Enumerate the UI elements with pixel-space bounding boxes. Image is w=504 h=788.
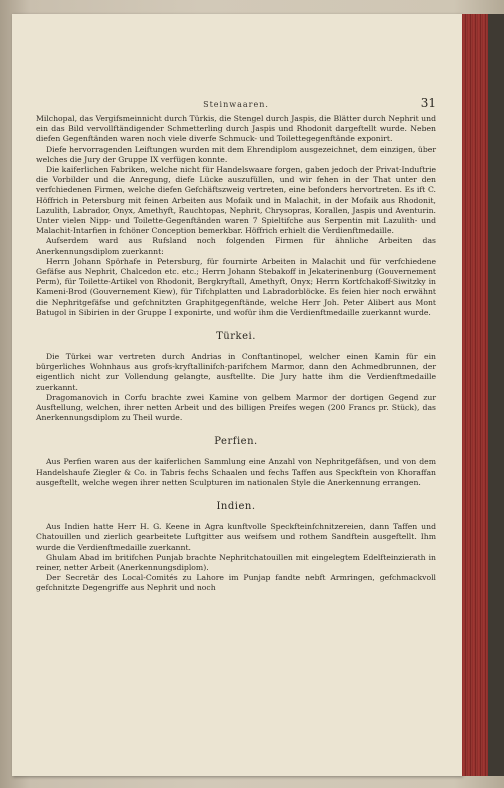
paragraph: Herrn Johann Spörhafe in Petersburg, für fournirte Arbeiten in Malachit und für verfchiedene Gefäfse aus Nephrit, Chalcedon etc. etc.; Herrn Johann Stebakoff in Jekaterinenburg (Gouvernement Perm), für Toilette-Artikel von Rhodonit, Bergkryftall, Amethyft, Onyx; Herrn Kortfchakoff-Siwitzky in Kameni-Brod (Gouvernement Kiew), für Tifchplatten und Labradorblöcke. Es feien hier noch erwähnt die Nephritgefäfse und gefchnitzten Graphitgegenftände, welche Herr Joh. Peter Alibert aus Mont Batugol in Sibirien in der Gruppe I exponirte, und wofür ihm die Verdienftmedaille zuerkannt wurde.: [36, 256, 436, 317]
book-cover-edge: [488, 14, 504, 776]
section-title-persien: Perfien.: [214, 436, 258, 448]
paragraph: Die kaiferlichen Fabriken, welche nicht für Handelswaare forgen, gaben jedoch der Privat-Induftrie die Vorbilder und die Anregung, diefe Lücke auszufüllen, und wir fehen in der That unter den verfchiedenen Firmen, welche diefen Gefchäftszweig vertreten, eine befonders hervortreten. Es ift C. Höffrich in Petersburg mit feinen Arbeiten aus Mofaik und in Malachit, in der Mofaik aus Rhodonit, Lazulith, Labrador, Onyx, Amethyft, Rauchtopas, Nephrit, Chrysopras, Korallen, Jaspis und Aventurin. Unter vielen Nipp- und Toilette-Gegenftänden waren 7 Spieltifche aus Serpentin mit Lazulith- und Malachit-Intarfien in fchöner Conception bemerkbar. Höffrich erhielt die Verdienftmedaille.: [36, 165, 436, 236]
section-gap: [36, 488, 436, 496]
page-content: [36, 114, 436, 594]
section-title-indien: Indien.: [216, 501, 256, 513]
paragraph: Aus Perfien waren aus der kaiferlichen Sammlung eine Anzahl von Nephritgefäfsen, und von dem Handelshaufe Ziegler & Co. in Tabris fechs Schaalen und fechs Taffen aus Speckftein von Khoraffan ausgeftellt, welche wegen ihrer netten Sculpturen im nationalen Style die Anerkennung errangen.: [36, 457, 436, 487]
paragraph: Ghulam Abad im britifchen Punjab brachte Nephritchatouillen mit eingelegtem Edelfteinzierath in reiner, netter Arbeit (Anerkennungsdiplom).: [36, 552, 436, 572]
paragraph: Aufserdem ward aus Rufsland noch folgenden Firmen für ähnliche Arbeiten das Anerkennungsdiplom zuerkannt:: [36, 236, 436, 256]
page-number: 31: [420, 96, 436, 110]
paragraph: Milchopal, das Vergifsmeinnicht durch Türkis, die Stengel durch Jaspis, die Blätter durch Nephrit und ein das Bild vervollftändigender Schmetterling durch Jaspis und Rhodonit dargeftellt wurde. Neben diefen Gegenftänden waren noch viele diverfe Schmuck- und Toilettegegenftände exponirt.: [36, 114, 436, 144]
paragraph: Die Türkei war vertreten durch Andrias in Conftantinopel, welcher einen Kamin für ein bürgerliches Wohnhaus aus grofs-kryftallinifch-parifchem Marmor, dann den Achmedbrunnen, der eigentlich nicht zur Vollendung gelangte, ausftellte. Die Jury hatte ihm die Verdienftmedaille zuerkannt.: [36, 352, 436, 392]
paragraph: Aus Indien hatte Herr H. G. Keene in Agra kunftvolle Speckfteinfchnitzereien, dann Taffen und Chatouillen und zierlich gearbeitete Luftgitter aus weifsem und rothem Sandftein ausgeftellt. Ihm wurde die Verdienftmedaille zuerkannt.: [36, 522, 436, 552]
paragraph: Der Secretär des Local-Comités zu Lahore im Punjap fandte nebft Armringen, gefchmackvoll gefchnitzte Degengriffe aus Nephrit und noch: [36, 573, 436, 593]
paragraph: Dragomanovich in Corfu brachte zwei Kamine von gelbem Marmor der dortigen Gegend zur Ausftellung, welchen, ihrer netten Arbeit und des billigen Preifes wegen (200 Francs pr. Stück), das Anerkennungsdiplom zu Theil wurde.: [36, 392, 436, 423]
paragraph: Diefe hervorragenden Leiftungen wurden mit dem Ehrendiplom ausgezeichnet, dem einzigen, über welches die Jury der Gruppe IX verfügen konnte.: [36, 144, 436, 164]
running-head: Steinwaaren.: [203, 100, 269, 109]
page-header: [36, 96, 436, 112]
section-gap: [36, 318, 436, 326]
section-title-tuerkei: Türkei.: [216, 331, 256, 343]
section-gap: [36, 423, 436, 431]
book-edge: [462, 14, 488, 776]
